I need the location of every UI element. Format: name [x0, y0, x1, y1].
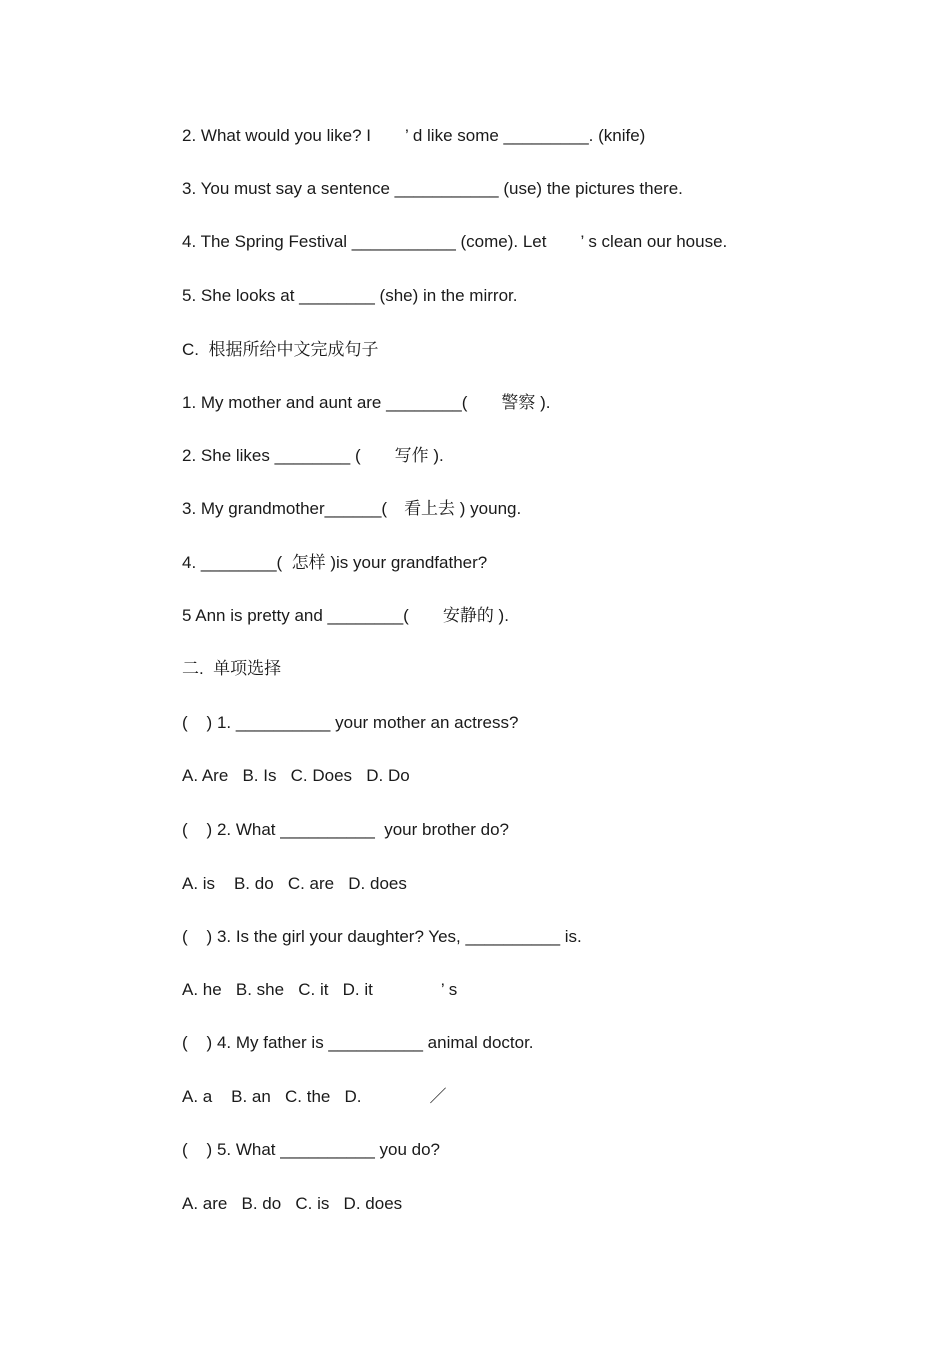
part-two-heading: 二. 单项选择 — [182, 659, 282, 678]
question-2-stem: ( ) 2. What __________ your brother do? — [182, 820, 509, 839]
section-c-item-4: 4. ________( 怎样 )is your grandfather? — [182, 553, 488, 572]
section-c-item-5: 5 Ann is pretty and ________( 安静的 ). — [182, 606, 509, 625]
section-c-item-3: 3. My grandmother______( 看上去 ) young. — [182, 499, 522, 518]
question-3-options: A. he B. she C. it D. it ’ s — [182, 980, 458, 999]
question-4-stem: ( ) 4. My father is __________ animal doctor. — [182, 1033, 534, 1052]
section-c-heading: C. 根据所给中文完成句子 — [182, 340, 379, 359]
question-4-options: A. a B. an C. the D. ／ — [182, 1087, 447, 1106]
question-3-stem: ( ) 3. Is the girl your daughter? Yes, __________ is. — [182, 927, 582, 946]
fill-in-item-3: 3. You must say a sentence ___________ (use) the pictures there. — [182, 179, 683, 198]
fill-in-item-5: 5. She looks at ________ (she) in the mirror. — [182, 286, 518, 305]
question-1-options: A. Are B. Is C. Does D. Do — [182, 766, 410, 785]
question-5-stem: ( ) 5. What __________ you do? — [182, 1140, 441, 1159]
section-c-item-1: 1. My mother and aunt are ________( 警察 ). — [182, 393, 551, 412]
question-2-options: A. is B. do C. are D. does — [182, 874, 407, 893]
question-1-stem: ( ) 1. __________ your mother an actress? — [182, 713, 519, 732]
fill-in-item-4: 4. The Spring Festival ___________ (come). Let ’ s clean our house. — [182, 232, 728, 251]
question-5-options: A. are B. do C. is D. does — [182, 1194, 403, 1213]
fill-in-item-2: 2. What would you like? I ’ d like some _________. (knife) — [182, 126, 646, 145]
section-c-item-2: 2. She likes ________ ( 写作 ). — [182, 446, 444, 465]
